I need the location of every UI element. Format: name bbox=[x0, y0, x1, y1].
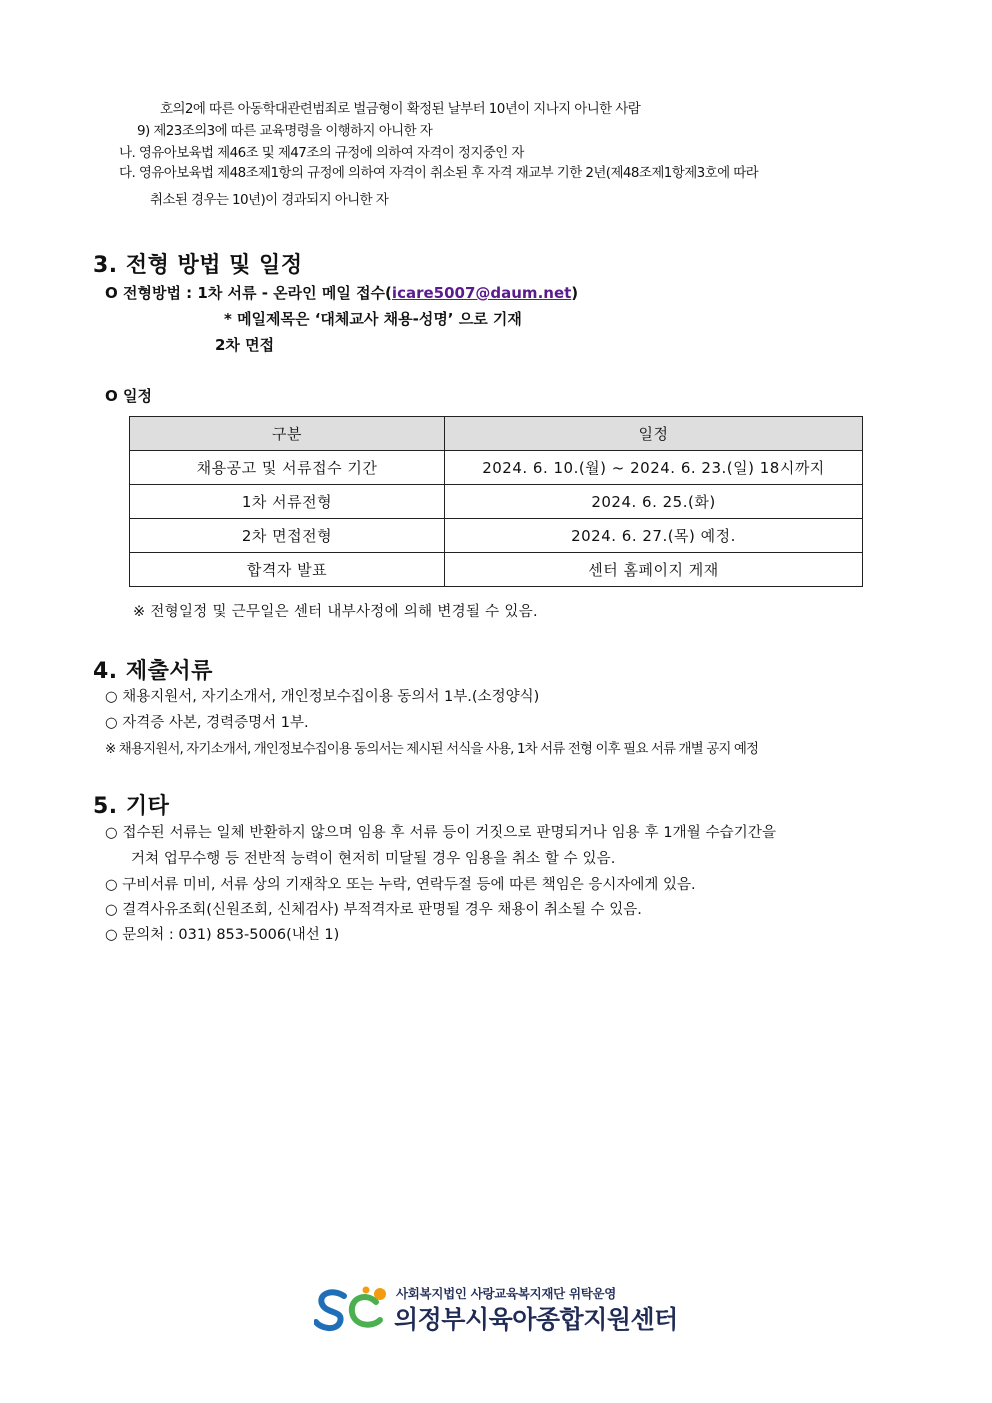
table-header-schedule: 일정 bbox=[445, 417, 863, 451]
list-item: ○ 자격증 사본, 경력증명서 1부. bbox=[105, 715, 309, 731]
schedule-note: ※ 전형일정 및 근무일은 센터 내부사정에 의해 변경될 수 있음. bbox=[133, 604, 538, 620]
section3-heading: 3. 전형 방법 및 일정 bbox=[93, 253, 303, 278]
list-item: ○ 채용지원서, 자기소개서, 개인정보수집이용 동의서 1부.(소정양식) bbox=[105, 689, 540, 705]
table-cell: 센터 홈페이지 게재 bbox=[445, 553, 863, 587]
list-item: ※ 채용지원서, 자기소개서, 개인정보수집이용 동의서는 제시된 서식을 사용, 1차 서류 전형 이후 필요 서류 개별 공지 예정 bbox=[105, 741, 759, 757]
method-suffix: ) bbox=[571, 284, 579, 302]
mail-subject-note: * 메일제목은 ‘대체교사 채용-성명’ 으로 기재 bbox=[224, 310, 522, 328]
logo-center-name: 의정부시육아종합지원센터 bbox=[394, 1305, 678, 1334]
table-cell: 2024. 6. 10.(월) ~ 2024. 6. 23.(일) 18시까지 bbox=[445, 451, 863, 485]
section4-heading: 4. 제출서류 bbox=[93, 659, 213, 684]
table-cell: 합격자 발표 bbox=[130, 553, 445, 587]
schedule-table bbox=[129, 416, 863, 587]
sc-logo-icon bbox=[314, 1282, 392, 1334]
method-prefix: O 전형방법 : 1차 서류 - 온라인 메일 접수( bbox=[105, 284, 392, 302]
logo-subtitle: 사회복지법인 사랑교육복지재단 위탁운영 bbox=[396, 1286, 617, 1301]
table-cell: 1차 서류전형 bbox=[130, 485, 445, 519]
list-item-continuation: 거쳐 업무수행 등 전반적 능력이 현저히 미달될 경우 임용을 취소 할 수 있음. bbox=[131, 851, 616, 867]
section5-heading: 5. 기타 bbox=[93, 794, 170, 819]
table-row bbox=[130, 485, 863, 519]
center-logo bbox=[314, 1282, 684, 1334]
table-row bbox=[130, 553, 863, 587]
intro-line-1: 호의2에 따른 아동학대관련범죄로 벌금형이 확정된 날부터 10년이 지나지 아니한 사람 bbox=[160, 101, 641, 117]
table-cell: 2024. 6. 27.(목) 예정. bbox=[445, 519, 863, 553]
table-row bbox=[130, 519, 863, 553]
table-header-row bbox=[130, 417, 863, 451]
intro-line-4: 다. 영유아보육법 제48조제1항의 규정에 의하여 자격이 취소된 후 자격 재교부 기한 2년(제48조제1항제3호에 따라 bbox=[119, 165, 759, 181]
table-cell: 2024. 6. 25.(화) bbox=[445, 485, 863, 519]
table-cell: 채용공고 및 서류접수 기간 bbox=[130, 451, 445, 485]
list-item: ○ 구비서류 미비, 서류 상의 기재착오 또는 누락, 연락두절 등에 따른 책임은 응시자에게 있음. bbox=[105, 877, 696, 893]
intro-line-3: 나. 영유아보육법 제46조 및 제47조의 규정에 의하여 자격이 정지중인 자 bbox=[119, 145, 524, 161]
schedule-label: O 일정 bbox=[105, 387, 152, 405]
table-row bbox=[130, 451, 863, 485]
email-link[interactable]: icare5007@daum.net bbox=[391, 284, 572, 302]
list-item: ○ 접수된 서류는 일체 반환하지 않으며 임용 후 서류 등이 거짓으로 판명되거나 임용 후 1개월 수습기간을 bbox=[105, 825, 777, 841]
intro-line-5: 취소된 경우는 10년)이 경과되지 아니한 자 bbox=[150, 192, 389, 208]
second-round-label: 2차 면접 bbox=[215, 336, 275, 354]
table-header-category: 구분 bbox=[130, 417, 445, 451]
method-line bbox=[105, 284, 578, 302]
intro-line-2: 9) 제23조의3에 따른 교육명령을 이행하지 아니한 자 bbox=[137, 123, 433, 139]
table-cell: 2차 면접전형 bbox=[130, 519, 445, 553]
contact-info: ○ 문의처 : 031) 853-5006(내선 1) bbox=[105, 927, 340, 943]
list-item: ○ 결격사유조회(신원조회, 신체검사) 부적격자로 판명될 경우 채용이 취소될 수 있음. bbox=[105, 902, 642, 918]
